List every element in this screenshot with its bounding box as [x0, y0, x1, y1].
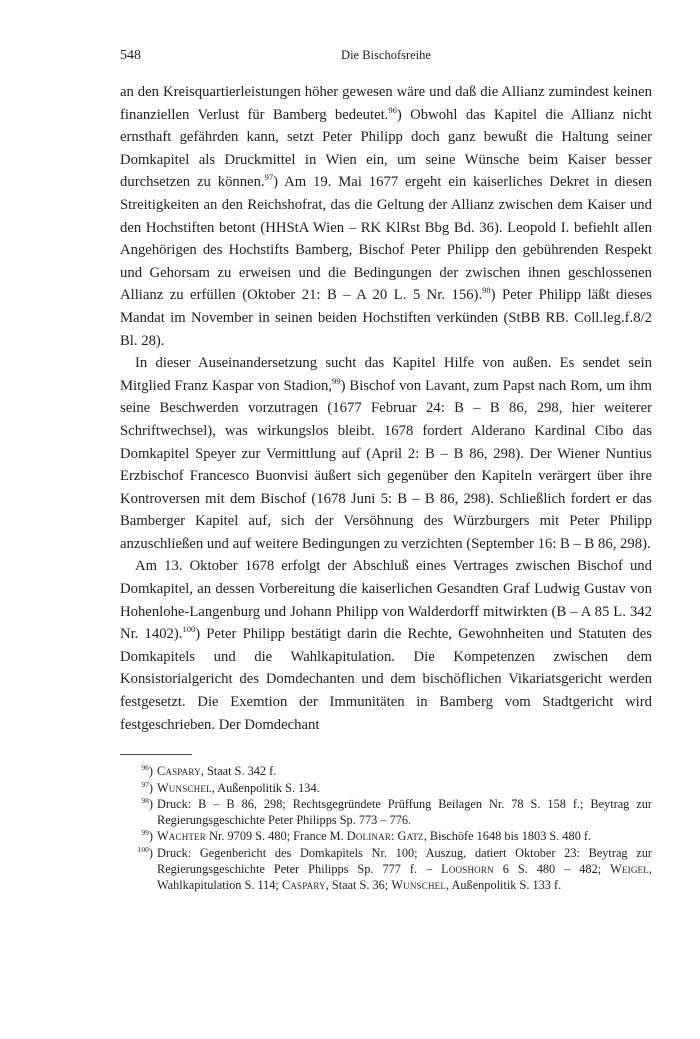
paragraph-3	[120, 555, 652, 736]
footnotes	[120, 763, 652, 893]
footnote-ref-100[interactable]: 100	[182, 624, 196, 635]
text-run: ) Am 19. Mai 1677 ergeht ein kaiserliches Dekret in diesen Streitigkeiten an den Reichshofrat, das die Geltung der Allianz zwischen dem Kaiser und den Hochstiften betont (HHStA Wien – RK KlRst Bbg Bd. 36). Leopold I. befiehlt allen Angehörigen des Hochstifts Bamberg, Bischof Peter Philipp den gebührenden Respekt und Gehorsam zu erweisen und die Bedingungen der zwischen ihnen geschlossenen Allianz zu erfüllen (Oktober 21: B – A 20 L. 5 Nr. 156).	[120, 174, 652, 304]
citation-text: , Staat S. 342 f.	[200, 764, 277, 779]
citation-text: Nr. 9709 S. 480; France M.	[206, 829, 347, 844]
author-name: Gatz	[397, 829, 424, 844]
footnote-98	[120, 796, 652, 829]
author-name: Dolinar	[346, 829, 392, 844]
citation-text: Druck: Gegenbericht des Domkapitels Nr. 100; Auszug, datiert Oktober 23: Beytrag zur Regierungsgeschichte Peter Philipps Sp. 777 f. –	[157, 845, 652, 876]
text-run: ) Bischof von Lavant, zum Papst nach Rom, um ihm seine Beschwerden vorzutragen (1677 Februar 24: B – B 86, 298, hier weiterer Schriftwechsel), was wirkungslos bleibt. 1678 fordert Alderano Kardinal Cibo das Domkapitel Speyer zur Vermittlung auf (April 2: B – B 86, 298). Der Wiener Nuntius Erzbischof Francesco Buonvisi äußert sich gegenüber den Kapiteln verärgert über ihre Kontroversen mit dem Bischof (1678 Juni 5: B – B 86, 298). Schließlich fordert er das Bamberger Kapitel auf, sich der Versöhnung des Würzburgers mit Peter Philipp anzuschließen und auf weitere Bedingungen zu verzichten (September 16: B – B 86, 298).	[120, 377, 652, 552]
author-name: Wachter	[157, 829, 207, 844]
citation-text: , Bischöfe 1648 bis 1803 S. 480 f.	[423, 829, 592, 844]
footnote-ref-97[interactable]: 97	[264, 172, 274, 183]
text-run: Am 13. Oktober 1678 erfolgt der Abschluß eines Vertrages zwischen Bischof und Domkapitel, an dessen Vorbereitung die kaiserlichen Gesandten Graf Ludwig Gustav von Hohenlohe-Langenburg und Johann Philipp von Walderdorff mitwirkten (B – A 85 L. 342 Nr. 1402).	[120, 558, 652, 643]
author-name: Wunschel	[391, 878, 447, 893]
running-title: Die Bischofsreihe	[341, 48, 431, 62]
citation-text: 6 S. 480 – 482;	[493, 862, 611, 876]
running-head	[120, 48, 652, 70]
text-run: In dieser Auseinandersetzung sucht das Kapitel Hilfe von außen. Es sendet sein Mitglied Franz Kaspar von Stadion,	[120, 355, 652, 394]
citation-text: :	[391, 829, 398, 844]
author-name: Caspary	[281, 878, 326, 893]
footnote-number: $^{100}$)	[137, 844, 153, 860]
author-name: Wunschel	[157, 780, 212, 795]
footnote-number: $^{99}$)	[141, 828, 153, 844]
text-run: ) Peter Philipp bestätigt darin die Rechte, Gewohnheiten und Statuten des Domkapitels und die Wahlkapitulation. Die Kompetenzen zwischen dem Konsistorialgericht des Domdechanten und dem bischöflichen Vikariatsgericht werden festgesetzt. Die Exemtion der Immunitäten in Bamberg vom Stadtgericht wird festgeschrieben. Der Domdechant	[120, 626, 652, 733]
footnote-number: $^{98}$)	[141, 795, 153, 811]
footnote-divider	[120, 754, 192, 755]
footnote-97	[120, 780, 652, 796]
text-run: an den Kreisquartierleistungen höher gewesen wäre und daß die Allianz zumindest keinen finanziellen Verlust für Bamberg bedeutet.	[120, 84, 652, 123]
citation-text: Druck: B – B 86, 298; Rechtsgegründete Prüffung Beilagen Nr. 78 S. 158 f.; Beytrag zur Regierungsgeschichte Peter Philipps Sp. 773 – 776.	[157, 796, 652, 828]
paragraph-2	[120, 352, 652, 555]
paragraph-1	[120, 81, 652, 352]
footnote-99	[120, 828, 652, 844]
author-name: Caspary	[157, 764, 201, 779]
author-name: Weigel	[610, 862, 649, 876]
book-page	[120, 48, 652, 894]
citation-text: , Außenpolitik S. 134.	[211, 780, 320, 795]
text-run: ) Peter Philipp läßt dieses Mandat im November in seinen beiden Hochstiften verkünden (StBB RB. Coll.leg.f.8/2 Bl. 28).	[120, 287, 652, 349]
footnote-number: $^{97}$)	[141, 779, 153, 795]
footnote-96	[120, 763, 652, 779]
citation-text: , Wahlkapitulation S. 114;	[157, 862, 652, 893]
footnote-100	[120, 845, 652, 894]
footnote-ref-99[interactable]: 99	[332, 375, 341, 386]
text-run: ) Obwohl das Kapitel die Allianz nicht ernsthaft gefährden kann, setzt Peter Philipp doch ganz bewußt die Haltung seiner Domkapitel als Druckmittel in Wien ein, um seine Wünsche beim Kaiser besser durchsetzen zu können.	[120, 106, 652, 191]
footnote-ref-98[interactable]: 98	[482, 285, 491, 296]
citation-text: , Außenpolitik S. 133 f.	[446, 878, 562, 893]
page-number: 548	[120, 48, 141, 63]
footnote-ref-96[interactable]: 96	[388, 104, 397, 115]
body-text	[120, 81, 652, 736]
author-name: Looshorn	[441, 862, 494, 876]
footnote-number: $^{96}$)	[141, 763, 153, 779]
citation-text: , Staat S. 36;	[325, 878, 392, 893]
